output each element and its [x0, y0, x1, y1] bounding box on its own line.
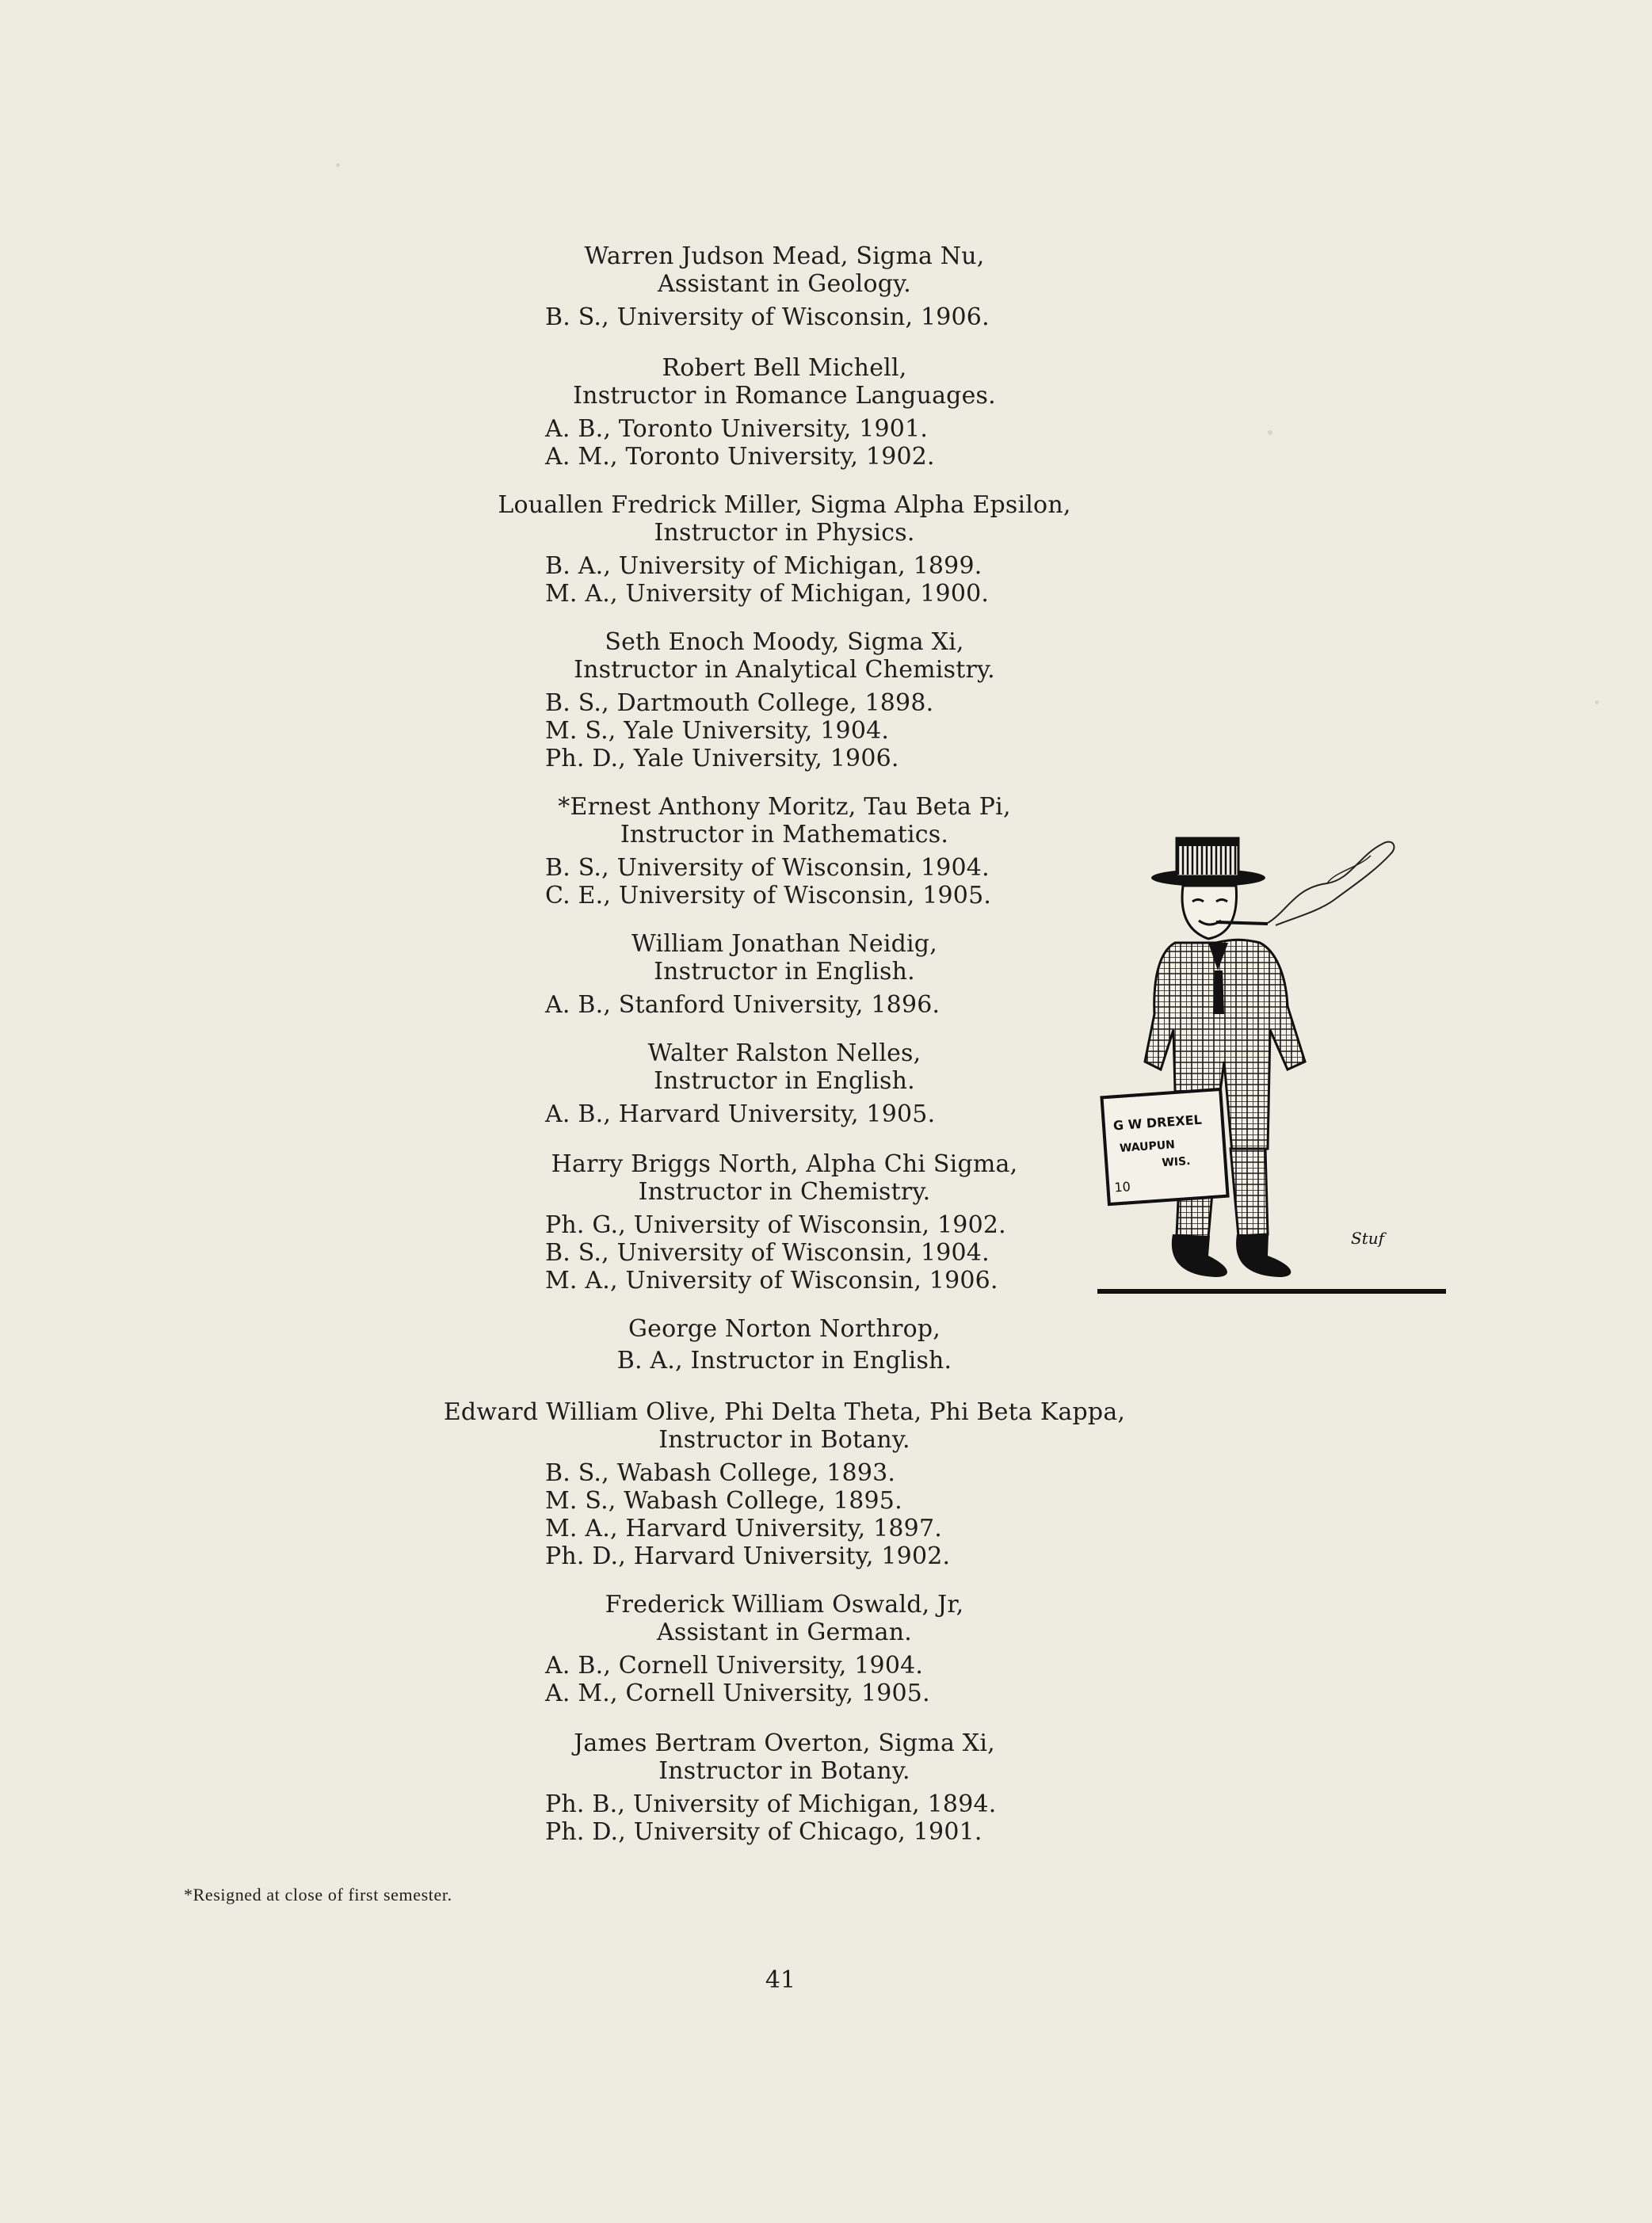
faculty-degree: A. M., Cornell University, 1905. — [545, 1680, 930, 1707]
faculty-degree: Ph. D., University of Chicago, 1901. — [545, 1818, 982, 1846]
svg-text:G W DREXEL: G W DREXEL — [1112, 1112, 1203, 1134]
faculty-name: Edward William Olive, Phi Delta Theta, Phi Beta Kappa, — [443, 1398, 1126, 1426]
svg-text:WAUPUN: WAUPUN — [1119, 1138, 1176, 1155]
smoke-icon — [1268, 842, 1394, 925]
faculty-degree: A. B., Cornell University, 1904. — [545, 1652, 924, 1680]
faculty-degree: A. B., Stanford University, 1896. — [545, 991, 940, 1019]
faculty-degree: Ph. G., University of Wisconsin, 1902. — [545, 1211, 1006, 1239]
faculty-degree: B. S., Wabash College, 1893. — [545, 1459, 896, 1487]
faculty-degree: B. S., University of Wisconsin, 1904. — [545, 1239, 990, 1267]
faculty-degree: C. E., University of Wisconsin, 1905. — [545, 882, 992, 909]
suitcase-icon — [1102, 1089, 1228, 1204]
faculty-title: Instructor in Romance Languages. — [573, 382, 996, 410]
faculty-title: Instructor in Chemistry. — [638, 1178, 931, 1206]
faculty-title: Instructor in Physics. — [654, 519, 915, 547]
faculty-degree: M. A., Harvard University, 1897. — [545, 1515, 942, 1542]
faculty-degree: B. S., Dartmouth College, 1898. — [545, 689, 934, 717]
faculty-name: William Jonathan Neidig, — [631, 930, 937, 958]
faculty-degree: B. A., University of Michigan, 1899. — [545, 552, 982, 580]
cartoon-illustration — [1097, 824, 1450, 1299]
faculty-name: Seth Enoch Moody, Sigma Xi, — [605, 628, 964, 656]
faculty-title: Instructor in Mathematics. — [620, 821, 949, 848]
faculty-title: Instructor in Analytical Chemistry. — [574, 656, 995, 684]
faculty-title: B. A., Instructor in English. — [616, 1347, 952, 1375]
faculty-name: Robert Bell Michell, — [662, 354, 907, 382]
faculty-title: Instructor in English. — [654, 958, 915, 986]
hat-icon — [1151, 838, 1265, 887]
paper-speck — [1268, 430, 1272, 435]
faculty-degree: B. S., University of Wisconsin, 1904. — [545, 854, 990, 882]
faculty-name: Frederick William Oswald, Jr, — [605, 1591, 964, 1619]
face-icon — [1182, 886, 1268, 939]
faculty-title: Instructor in Botany. — [658, 1757, 910, 1785]
faculty-name: Harry Briggs North, Alpha Chi Sigma, — [551, 1150, 1018, 1178]
faculty-name: Walter Ralston Nelles, — [647, 1039, 921, 1067]
paper-speck — [336, 163, 340, 167]
faculty-degree: A. B., Harvard University, 1905. — [545, 1100, 936, 1128]
faculty-name: Louallen Fredrick Miller, Sigma Alpha Epsilon, — [498, 491, 1071, 519]
shoes-icon — [1097, 1234, 1446, 1291]
faculty-degree: A. M., Toronto University, 1902. — [545, 443, 935, 471]
faculty-name: *Ernest Anthony Moritz, Tau Beta Pi, — [558, 793, 1011, 821]
artist-signature: Stuf — [1351, 1229, 1385, 1248]
faculty-degree: Ph. B., University of Michigan, 1894. — [545, 1790, 997, 1818]
faculty-degree: Ph. D., Harvard University, 1902. — [545, 1542, 951, 1570]
footnote: *Resigned at close of first semester. — [184, 1885, 452, 1905]
faculty-degree: M. A., University of Michigan, 1900. — [545, 580, 990, 608]
svg-text:WIS.: WIS. — [1161, 1154, 1192, 1170]
faculty-title: Assistant in Geology. — [657, 270, 912, 298]
faculty-name: George Norton Northrop, — [628, 1315, 941, 1343]
faculty-degree: M. S., Wabash College, 1895. — [545, 1487, 902, 1515]
paper-speck — [1595, 700, 1599, 704]
faculty-title: Instructor in English. — [654, 1067, 915, 1095]
svg-text:10: 10 — [1113, 1179, 1131, 1195]
faculty-title: Instructor in Botany. — [658, 1426, 910, 1454]
faculty-degree: M. S., Yale University, 1904. — [545, 717, 890, 745]
faculty-name: James Bertram Overton, Sigma Xi, — [574, 1729, 995, 1757]
faculty-degree: Ph. D., Yale University, 1906. — [545, 745, 899, 772]
faculty-name: Warren Judson Mead, Sigma Nu, — [584, 242, 985, 270]
faculty-degree: M. A., University of Wisconsin, 1906. — [545, 1267, 998, 1295]
faculty-degree: B. S., University of Wisconsin, 1906. — [545, 303, 990, 331]
faculty-title: Assistant in German. — [656, 1619, 913, 1646]
page-number: 41 — [765, 1966, 796, 1994]
faculty-degree: A. B., Toronto University, 1901. — [545, 415, 929, 443]
